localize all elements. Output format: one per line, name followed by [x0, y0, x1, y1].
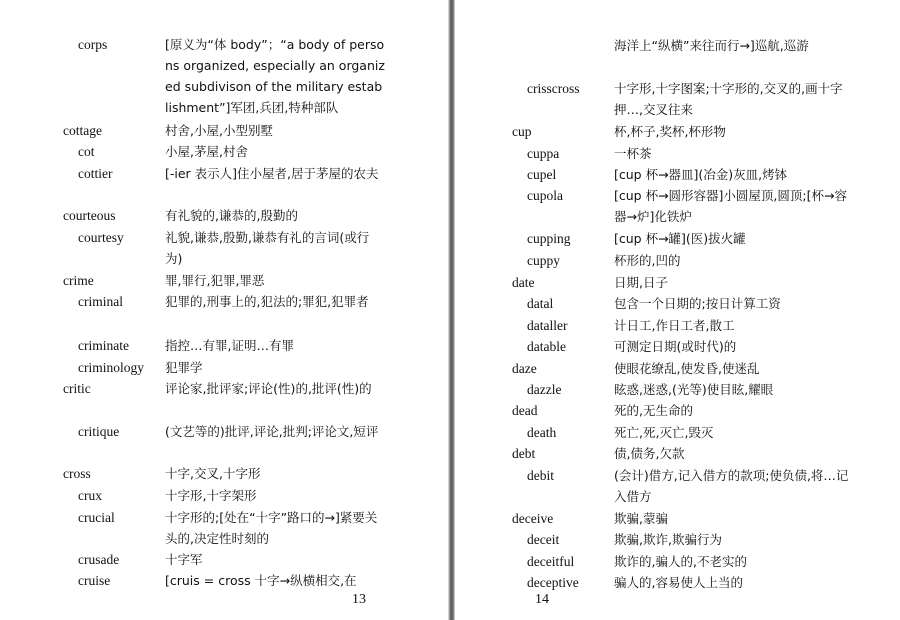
definition: 十字军 [165, 552, 203, 567]
headword: deceive [512, 511, 554, 526]
headword: datal [527, 296, 554, 311]
definition: (文艺等的)批评,评论,批判;评论文,短评 [165, 424, 379, 439]
definition: [-ier 表示人]住小屋者,居于茅屋的农夫 [165, 166, 379, 181]
definition: 计日工,作日工者,散工 [614, 318, 735, 333]
headword: cruise [78, 573, 111, 588]
headword: cup [512, 124, 532, 139]
headword: cot [78, 144, 95, 159]
definition: 十字形,十字架形 [165, 488, 257, 503]
definition: 眩惑,迷惑,(光等)使目眩,耀眼 [614, 382, 774, 397]
headword: cupola [527, 188, 563, 203]
definition: 包含一个日期的;按日计算工资 [614, 296, 781, 311]
headword: crusade [78, 552, 120, 567]
definition: 杯形的,凹的 [614, 253, 681, 268]
headword: death [527, 425, 557, 440]
definition: [原义为“体 body”；“a body of persons organized, especially an organized subdivison of the military establishment”]军团,兵团,特种部队 [165, 37, 385, 115]
headword: cross [63, 466, 91, 481]
headword: deceitful [527, 554, 575, 569]
definition: 欺骗,蒙骗 [614, 511, 668, 526]
right-page [455, 0, 900, 620]
definition: 十字形,十字图案;十字形的,交叉的,画十字押…,交叉往来 [614, 81, 843, 117]
headword: debt [512, 446, 536, 461]
definition: 十字形的;[处在“十字”路口的→]紧要关头的,决定性时刻的 [165, 510, 378, 546]
definition: 有礼貌的,谦恭的,殷勤的 [165, 208, 298, 223]
headword: critic [63, 381, 91, 396]
headword: critique [78, 424, 120, 439]
definition: 可测定日期(或时代)的 [614, 339, 737, 354]
definition: 评论家,批评家;评论(性)的,批评(性)的 [165, 381, 372, 396]
headword: cottier [78, 166, 113, 181]
definition: 杯,杯子,奖杯,杯形物 [614, 124, 726, 139]
headword: deceit [527, 532, 560, 547]
headword: crime [63, 273, 94, 288]
definition: 死的,无生命的 [614, 403, 693, 418]
definition: 村舍,小屋,小型别墅 [165, 123, 273, 138]
headword: cuppa [527, 146, 560, 161]
definition: 十字,交叉,十字形 [165, 466, 261, 481]
definition: 指控…有罪,证明…有罪 [165, 338, 294, 353]
headword: crux [78, 488, 102, 503]
page-number: 13 [352, 592, 366, 607]
definition: [cruis = cross 十字→纵横相交,在 [165, 573, 357, 588]
definition: [cup 杯→器皿](冶金)灰皿,烤钵 [614, 167, 788, 182]
definition: 骗人的,容易使人上当的 [614, 575, 743, 590]
headword: cuppy [527, 253, 560, 268]
page-number: 14 [535, 592, 549, 607]
headword: cupping [527, 231, 571, 246]
definition: 欺骗,欺诈,欺骗行为 [614, 532, 722, 547]
definition: 一杯茶 [614, 146, 652, 161]
headword: courtesy [78, 230, 124, 245]
headword: dead [512, 403, 538, 418]
definition: 死亡,死,灭亡,毁灭 [614, 425, 714, 440]
definition: 使眼花缭乱,使发昏,使迷乱 [614, 361, 760, 376]
headword: cupel [527, 167, 557, 182]
definition: 犯罪学 [165, 360, 203, 375]
left-page [0, 0, 448, 620]
headword: criminate [78, 338, 129, 353]
definition: 小屋,茅屋,村舍 [165, 144, 248, 159]
definition: 欺诈的,骗人的,不老实的 [614, 554, 747, 569]
definition: 犯罪的,刑事上的,犯法的;罪犯,犯罪者 [165, 294, 369, 309]
headword: daze [512, 361, 537, 376]
headword: date [512, 275, 535, 290]
definition: 海洋上“纵横”来往而行→]巡航,巡游 [614, 38, 809, 53]
definition: [cup 杯→罐](医)拔火罐 [614, 231, 746, 246]
headword: crucial [78, 510, 115, 525]
headword: crisscross [527, 81, 580, 96]
definition: 日期,日子 [614, 275, 668, 290]
definition: 礼貌,谦恭,殷勤,谦恭有礼的言词(或行为) [165, 230, 370, 266]
definition: (会计)借方,记入借方的款项;使负债,将…记入借方 [614, 468, 849, 504]
headword: criminology [78, 360, 144, 375]
headword: criminal [78, 294, 123, 309]
definition: [cup 杯→圆形容器]小圆屋顶,圆顶;[杯→容器→炉]化铁炉 [614, 188, 847, 224]
headword: courteous [63, 208, 116, 223]
definition: 罪,罪行,犯罪,罪恶 [165, 273, 265, 288]
headword: cottage [63, 123, 102, 138]
headword: deceptive [527, 575, 579, 590]
headword: datable [527, 339, 566, 354]
headword: corps [78, 37, 108, 52]
definition: 债,债务,欠款 [614, 446, 685, 461]
headword: debit [527, 468, 554, 483]
book-spine-gutter [448, 0, 455, 620]
headword: dataller [527, 318, 568, 333]
headword: dazzle [527, 382, 562, 397]
